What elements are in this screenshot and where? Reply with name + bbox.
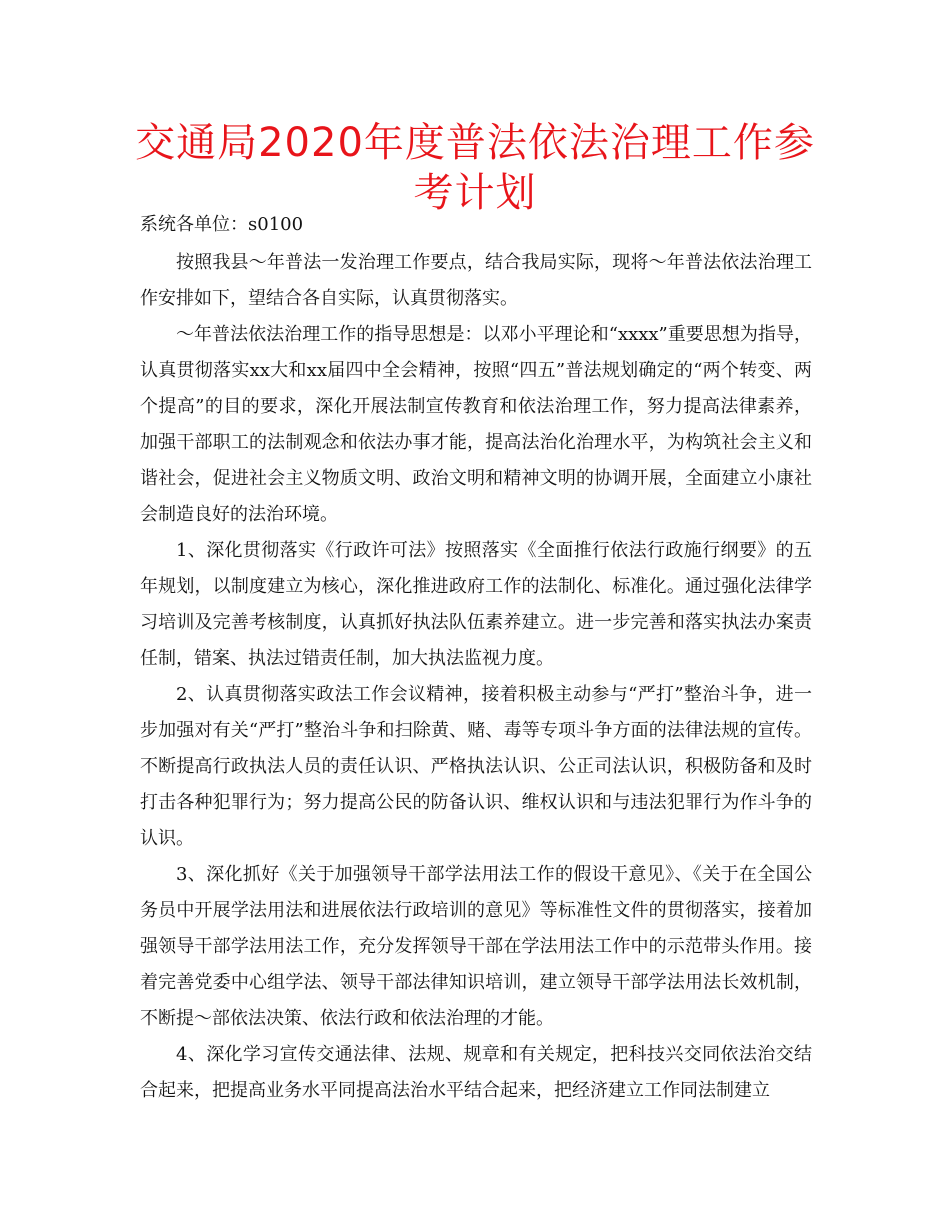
salutation: 系统各单位：s0100 (140, 214, 304, 235)
document-title: 交通局2020年度普法依法治理工作参考计划 (135, 120, 815, 216)
paragraph-guiding-ideology: ～年普法依法治理工作的指导思想是：以邓小平理论和“xxxx”重要思想为指导，认真贯彻落实xx大和xx届四中全会精神，按照“四五”普法规划确定的“两个转变、两个提高”的目的要求，深化开展法制宣传教育和依法治理工作，努力提高法律素养，加强干部职工的法制观念和依法办事才能，提高法治化治理水平，为构筑社会主义和谐社会，促进社会主义物质文明、政治文明和精神文明的协调开展，全面建立小康社会制造良好的法治环境。 (140, 324, 812, 525)
paragraph-intro: 按照我县～年普法一发治理工作要点，结合我局实际，现将～年普法依法治理工作安排如下，望结合各自实际，认真贯彻落实。 (140, 252, 812, 309)
paragraph-item-3: 3、深化抓好《关于加强领导干部学法用法工作的假设干意见》、《关于在全国公务员中开展学法用法和进展依法行政培训的意见》等标准性文件的贯彻落实，接着加强领导干部学法用法工作，充分发挥领导干部在学法用法工作中的示范带头作用。接着完善党委中心组学法、领导干部法律知识培训，建立领导干部学法用法长效机制，不断提～部依法决策、依法行政和依法治理的才能。 (140, 864, 812, 1029)
paragraph-item-1: 1、深化贯彻落实《行政许可法》按照落实《全面推行依法行政施行纲要》的五年规划，以制度建立为核心，深化推进政府工作的法制化、标准化。通过强化法律学习培训及完善考核制度，认真抓好执法队伍素养建立。进一步完善和落实执法办案责任制，错案、执法过错责任制，加大执法监视力度。 (140, 540, 812, 669)
paragraph-item-2: 2、认真贯彻落实政法工作会议精神，接着积极主动参与“严打”整治斗争，进一步加强对有关“严打”整治斗争和扫除黄、赌、毒等专项斗争方面的法律法规的宣传。不断提高行政执法人员的责任认识、严格执法认识、公正司法认识，积极防备和及时打击各种犯罪行为；努力提高公民的防备认识、维权认识和与违法犯罪行为作斗争的认识。 (140, 684, 812, 849)
document-body (140, 213, 812, 1109)
paragraph-item-4: 4、深化学习宣传交通法律、法规、规章和有关规定，把科技兴交同依法治交结合起来，把提高业务水平同提高法治水平结合起来，把经济建立工作同法制建立 (140, 1044, 812, 1101)
